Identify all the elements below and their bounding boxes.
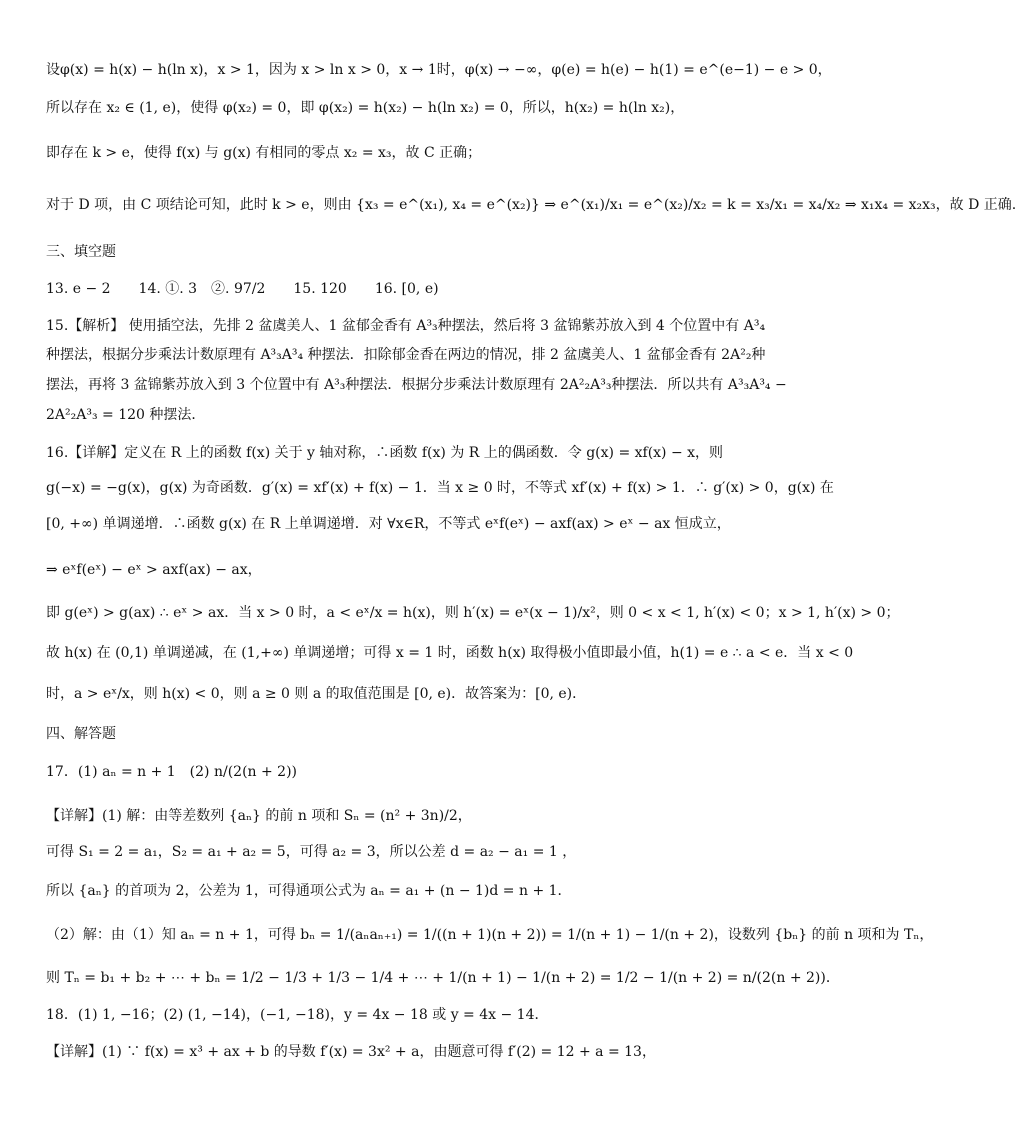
text-line-21: 可得 S₁ = 2 = a₁，S₂ = a₁ + a₂ = 5，可得 a₂ = 3，所以公差 d = a₂ − a₁ = 1 ，: [46, 844, 577, 860]
text-line-23: （2）解：由（1）知 aₙ = n + 1，可得 bₙ = 1/(aₙaₙ₊₁) = 1/((n + 1)(n + 2)) = 1/(n + 1) − 1/(n + 2)，设数列 {bₙ} 的前 n 项和为 Tₙ，: [46, 927, 934, 943]
text-line-13: [0, +∞) 单调递增．∴函数 g(x) 在 R 上单调递增．对 ∀x∈R，不等式 eˣf(eˣ) − axf(ax) > eˣ − ax 恒成立，: [46, 516, 731, 532]
text-line-20: 【详解】(1) 解：由等差数列 {aₙ} 的前 n 项和 Sₙ = (n² + 3n)/2，: [46, 808, 472, 824]
text-line-12: g(−x) = −g(x)，g(x) 为奇函数．g′(x) = xf′(x) + f(x) − 1．当 x ≥ 0 时，不等式 xf′(x) + f(x) > 1．∴ g′(x) > 0，g(x) 在: [46, 480, 834, 496]
fill-blank-answers: 13. e − 2 14. ①. 3 ②. 97/2 15. 120 16. [0, e): [46, 281, 439, 297]
text-line-26: 【详解】(1) ∵ f(x) = x³ + ax + b 的导数 f′(x) = 3x² + a，由题意可得 f′(2) = 12 + a = 13，: [46, 1044, 656, 1060]
text-line-11: 16.【详解】定义在 R 上的函数 f(x) 关于 y 轴对称，∴函数 f(x) 为 R 上的偶函数．令 g(x) = xf(x) − x，则: [46, 445, 724, 461]
text-line-24: 则 Tₙ = b₁ + b₂ + ⋯ + bₙ = 1/2 − 1/3 + 1/3 − 1/4 + ⋯ + 1/(n + 1) − 1/(n + 2) = 1/2 − 1/(n + 2) = n/(2(n + 2))．: [46, 970, 840, 986]
text-line-16: 故 h(x) 在 (0,1) 单调递减，在 (1,+∞) 单调递增；可得 x = 1 时，函数 h(x) 取得极小值即最小值，h(1) = e ∴ a < e．当 x < 0: [46, 645, 854, 661]
text-line-7: 15.【解析】 使用插空法，先排 2 盆虞美人、1 盆郁金香有 A³₃种摆法，然后将 3 盆锦紫苏放入到 4 个位置中有 A³₄: [46, 318, 766, 334]
section-heading-fill-blank: 三、填空题: [46, 244, 116, 260]
text-line-14: ⇒ eˣf(eˣ) − eˣ > axf(ax) − ax，: [46, 562, 262, 578]
text-line-1: 设φ(x) = h(x) − h(ln x)，x > 1，因为 x > ln x > 0，x → 1时，φ(x) → −∞，φ(e) = h(e) − h(1) = e^(e−1) − e > 0，: [46, 62, 832, 78]
q18-answers: 18．(1) 1, −16；(2) (1, −14)，(−1, −18)，y = 4x − 18 或 y = 4x − 14．: [46, 1007, 549, 1023]
text-line-3: 即存在 k > e，使得 f(x) 与 g(x) 有相同的零点 x₂ = x₃，故 C 正确；: [46, 145, 482, 161]
text-line-22: 所以 {aₙ} 的首项为 2，公差为 1，可得通项公式为 aₙ = a₁ + (n − 1)d = n + 1．: [46, 883, 572, 899]
text-line-8: 种摆法，根据分步乘法计数原理有 A³₃A³₄ 种摆法．扣除郁金香在两边的情况，排 2 盆虞美人、1 盆郁金香有 2A²₂种: [46, 347, 766, 363]
q17-answers: 17．(1) aₙ = n + 1 (2) n/(2(n + 2)): [46, 764, 298, 780]
text-line-9: 摆法，再将 3 盆锦紫苏放入到 3 个位置中有 A³₃种摆法．根据分步乘法计数原理有 2A²₂A³₃种摆法．所以共有 A³₃A³₄ −: [46, 377, 787, 393]
text-line-17: 时，a > eˣ/x，则 h(x) < 0，则 a ≥ 0 则 a 的取值范围是 [0, e)．故答案为：[0, e)．: [46, 686, 587, 702]
text-line-10: 2A²₂A³₃ = 120 种摆法．: [46, 407, 206, 423]
text-line-2: 所以存在 x₂ ∈ (1, e)，使得 φ(x₂) = 0，即 φ(x₂) = h(x₂) − h(ln x₂) = 0，所以，h(x₂) = h(ln x₂)，: [46, 100, 685, 116]
text-line-4: 对于 D 项，由 C 项结论可知，此时 k > e，则由 {x₃ = e^(x₁), x₄ = e^(x₂)} ⇒ e^(x₁)/x₁ = e^(x₂)/x₂ = k = x₃/x₁ = x₄/x₂ ⇒ x₁x₄ = x₂x₃，故 D 正确.: [46, 197, 1016, 213]
section-heading-solutions: 四、解答题: [46, 726, 116, 742]
text-line-15: 即 g(eˣ) > g(ax) ∴ eˣ > ax．当 x > 0 时，a < eˣ/x = h(x)，则 h′(x) = eˣ(x − 1)/x²，则 0 < x < 1, h′(x) < 0；x > 1, h′(x) > 0；: [46, 605, 900, 621]
